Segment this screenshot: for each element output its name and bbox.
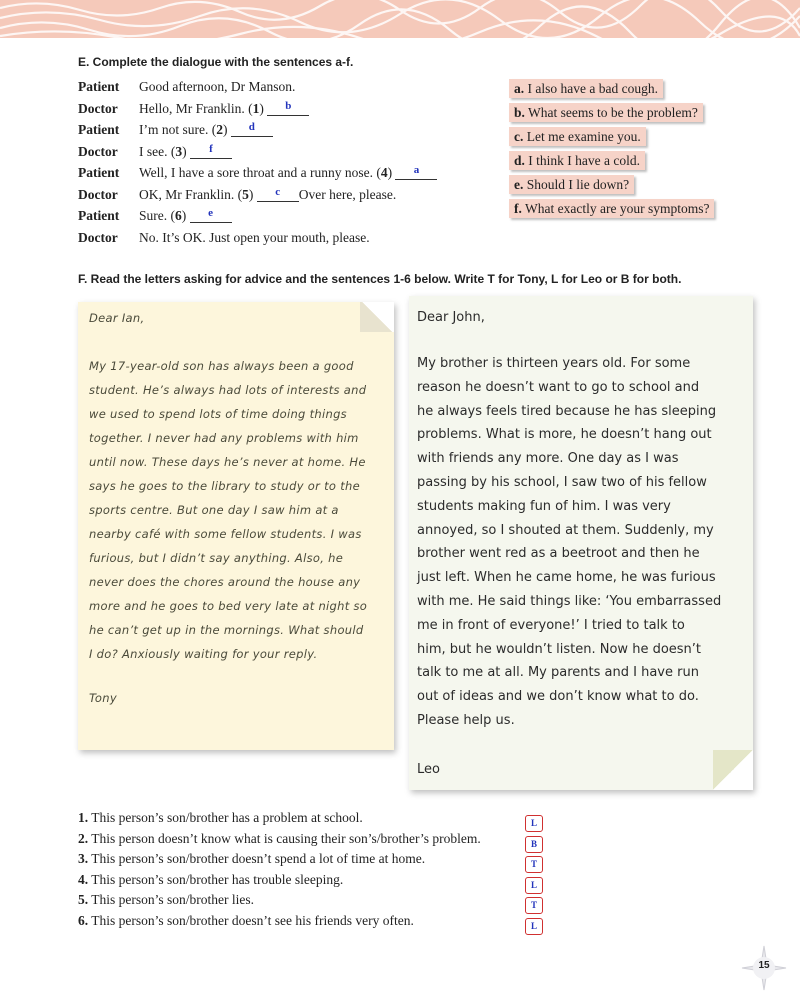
letter-line: never does the chores around the house any <box>89 575 361 589</box>
dialogue-text: Hello, Mr Franklin. ( <box>139 100 253 116</box>
blank-number: 2 <box>216 122 223 137</box>
dialogue-text: I’m not sure. ( <box>139 122 217 137</box>
answer-box[interactable]: B <box>525 836 543 853</box>
letter-line: out of ideas and we don’t know what to do. <box>417 689 699 705</box>
letter-greeting: Dear John, <box>417 310 485 325</box>
exercise-e-heading: E. Complete the dialogue with the sentences a-f. <box>78 55 354 69</box>
blank-number: 3 <box>175 143 183 159</box>
speaker-label: Doctor <box>78 186 118 202</box>
speaker-label: Patient <box>78 165 120 180</box>
answer-letter: f <box>209 142 213 155</box>
letter-line: with me. He said things like: ‘You embarrassed <box>417 594 722 609</box>
speaker-label: Doctor <box>78 229 118 245</box>
dialogue-text: Good afternoon, Dr Manson. <box>139 79 296 94</box>
statement-text: This person’s son/brother has a problem at school. <box>91 810 363 825</box>
statement-row <box>78 913 414 929</box>
option-letter: d. <box>514 153 525 168</box>
letter-line: student. He’s always had lots of interests and <box>89 383 367 397</box>
letter-line: him, but he wouldn’t listen. Now he doesn’t <box>417 641 702 657</box>
letter-line: sports centre. But one day I saw him at a <box>89 503 339 517</box>
statement-number: 1. <box>78 810 89 825</box>
letter-line: he always feels tired because he has sleeping <box>417 403 717 419</box>
dialogue-text-after: Over here, please. <box>298 186 397 202</box>
letter-line: talk to me at all. My parents and I have run <box>417 665 699 681</box>
dialogue-text: Well, I have a sore throat and a runny nose. ( <box>139 165 381 180</box>
letter-line: we used to spend lots of time doing things <box>89 407 347 421</box>
statement-row <box>78 892 254 908</box>
letter-line: with friends any more. One day as I was <box>417 451 679 467</box>
dialogue-line: Hello, Mr Franklin. (1) $^b$ <box>139 101 309 117</box>
statement-text: This person’s son/brother has trouble sleeping. <box>91 871 344 887</box>
statement-number: 5. <box>78 892 89 907</box>
page-fold-corner <box>360 302 394 332</box>
dialogue-line: Sure. (6) $^e$ <box>139 208 232 224</box>
statement-row <box>78 872 343 888</box>
speaker-label: Doctor <box>78 100 118 116</box>
answer-blank[interactable] <box>395 166 437 180</box>
blank-number: 5 <box>242 186 249 202</box>
blank-number: 4 <box>380 165 388 180</box>
dialogue-text: No. It’s OK. Just open your mouth, please. <box>139 229 370 245</box>
letter-line: brother went red as a beetroot and then he <box>417 546 700 562</box>
page-number: 15 <box>758 960 770 971</box>
option-card <box>509 175 634 194</box>
answer-box[interactable]: L <box>525 918 543 935</box>
option-text: Should I lie down? <box>526 177 630 192</box>
option-text: Let me examine you. <box>526 129 641 144</box>
dialogue-line: OK, Mr Franklin. (5) $^c$ Over here, please. <box>139 185 397 202</box>
letter-line: Please help us. <box>417 713 515 728</box>
letter-line: reason he doesn’t want to go to school and <box>417 379 700 395</box>
letter-line: nearby café with some fellow students. I was <box>89 527 362 541</box>
letter-line: he can’t get up in the mornings. What should <box>89 623 364 637</box>
answer-blank[interactable] <box>257 185 299 202</box>
answer-letter: b <box>285 99 292 112</box>
answer-letter: e <box>208 207 214 219</box>
letter-line: My 17-year-old son has always been a good <box>89 359 354 373</box>
option-letter: c. <box>514 129 524 144</box>
statement-text: This person doesn’t know what is causing their son’s/brother’s problem. <box>91 830 481 846</box>
statement-number: 4. <box>78 871 89 887</box>
option-card <box>509 79 663 98</box>
dialogue-line: I’m not sure. (2) $^d$ <box>139 122 273 138</box>
option-card <box>509 127 646 146</box>
answer-box[interactable]: T <box>525 856 543 873</box>
letter-line: until now. These days he’s never at home. He <box>89 455 366 469</box>
letter-greeting: Dear Ian, <box>89 311 145 325</box>
answer-letter: d <box>248 121 255 133</box>
decorative-top-band <box>0 0 800 38</box>
dialogue-line <box>139 230 370 246</box>
letter-signature: Tony <box>89 691 117 705</box>
speaker-label: Patient <box>78 122 120 137</box>
dialogue-line: I see. (3) $^f$ <box>139 144 232 160</box>
option-letter: f. <box>514 201 522 216</box>
option-text: I think I have a cold. <box>528 153 640 168</box>
letter-line: just left. When he came home, he was furious <box>417 570 716 586</box>
statement-number: 3. <box>78 851 89 866</box>
dialogue-text: I see. ( <box>139 143 176 159</box>
blank-number: 1 <box>252 100 260 116</box>
wave-pattern-icon <box>0 0 800 38</box>
exercise-f-heading: F. Read the letters asking for advice and the sentences 1-6 below. Write T for Tony, L for Leo or B for both. <box>78 272 682 286</box>
answer-box[interactable]: L <box>525 877 543 894</box>
page-fold-corner <box>713 750 753 790</box>
statement-number: 6. <box>78 912 89 928</box>
letter-line: passing by his school, I saw two of his fellow <box>417 475 707 490</box>
statement-text: This person’s son/brother doesn’t spend a lot of time at home. <box>91 851 426 866</box>
answer-blank[interactable] <box>190 209 232 223</box>
statement-row <box>78 831 481 847</box>
letter-signature: Leo <box>417 762 440 777</box>
speaker-label: Doctor <box>78 143 118 159</box>
letter-line: annoyed, so I shouted at them. Suddenly, my <box>417 522 714 538</box>
letter-line: me in front of everyone!’ I tried to talk to <box>417 617 685 633</box>
option-letter: e. <box>514 177 524 192</box>
speaker-label: Patient <box>78 79 120 94</box>
dialogue-line <box>139 79 295 95</box>
letter-line: furious, but I didn’t say anything. Also, he <box>89 551 344 565</box>
answer-blank[interactable] <box>267 99 309 116</box>
statement-row <box>78 851 425 867</box>
statement-text: This person’s son/brother doesn’t see his friends very often. <box>91 912 414 928</box>
option-text: I also have a bad cough. <box>527 81 658 96</box>
option-card <box>509 151 645 170</box>
statement-row <box>78 810 363 826</box>
answer-box[interactable]: L <box>525 815 543 832</box>
option-card <box>509 103 703 122</box>
letter-line: students making fun of him. I was very <box>417 498 671 514</box>
statement-text: This person’s son/brother lies. <box>91 892 254 907</box>
option-letter: b. <box>514 105 525 120</box>
letter-line: My brother is thirteen years old. For some <box>417 356 691 371</box>
dialogue-text: Sure. ( <box>139 208 175 223</box>
answer-letter: c <box>275 185 281 198</box>
option-text: What seems to be the problem? <box>528 105 698 120</box>
letter-line: together. I never had any problems with him <box>89 431 359 445</box>
answer-blank[interactable] <box>231 123 273 137</box>
letter-line: problems. What is more, he doesn’t hang out <box>417 427 712 443</box>
letter-leo <box>409 296 753 790</box>
letter-line: I do? Anxiously waiting for your reply. <box>89 647 318 661</box>
blank-number: 6 <box>175 208 182 223</box>
option-card <box>509 199 714 218</box>
letter-tony <box>78 302 394 750</box>
statement-number: 2. <box>78 830 89 846</box>
speaker-label: Patient <box>78 208 120 223</box>
answer-blank[interactable] <box>190 142 232 159</box>
option-letter: a. <box>514 81 525 96</box>
option-text: What exactly are your symptoms? <box>525 201 710 216</box>
answer-letter: a <box>413 164 420 176</box>
dialogue-line: Well, I have a sore throat and a runny nose. (4) $^a$ <box>139 165 437 181</box>
answer-box[interactable]: T <box>525 897 543 914</box>
letter-line: more and he goes to bed very late at night so <box>89 599 368 613</box>
dialogue-text: OK, Mr Franklin. ( <box>139 186 243 202</box>
letter-line: says he goes to the library to study or to the <box>89 479 360 493</box>
